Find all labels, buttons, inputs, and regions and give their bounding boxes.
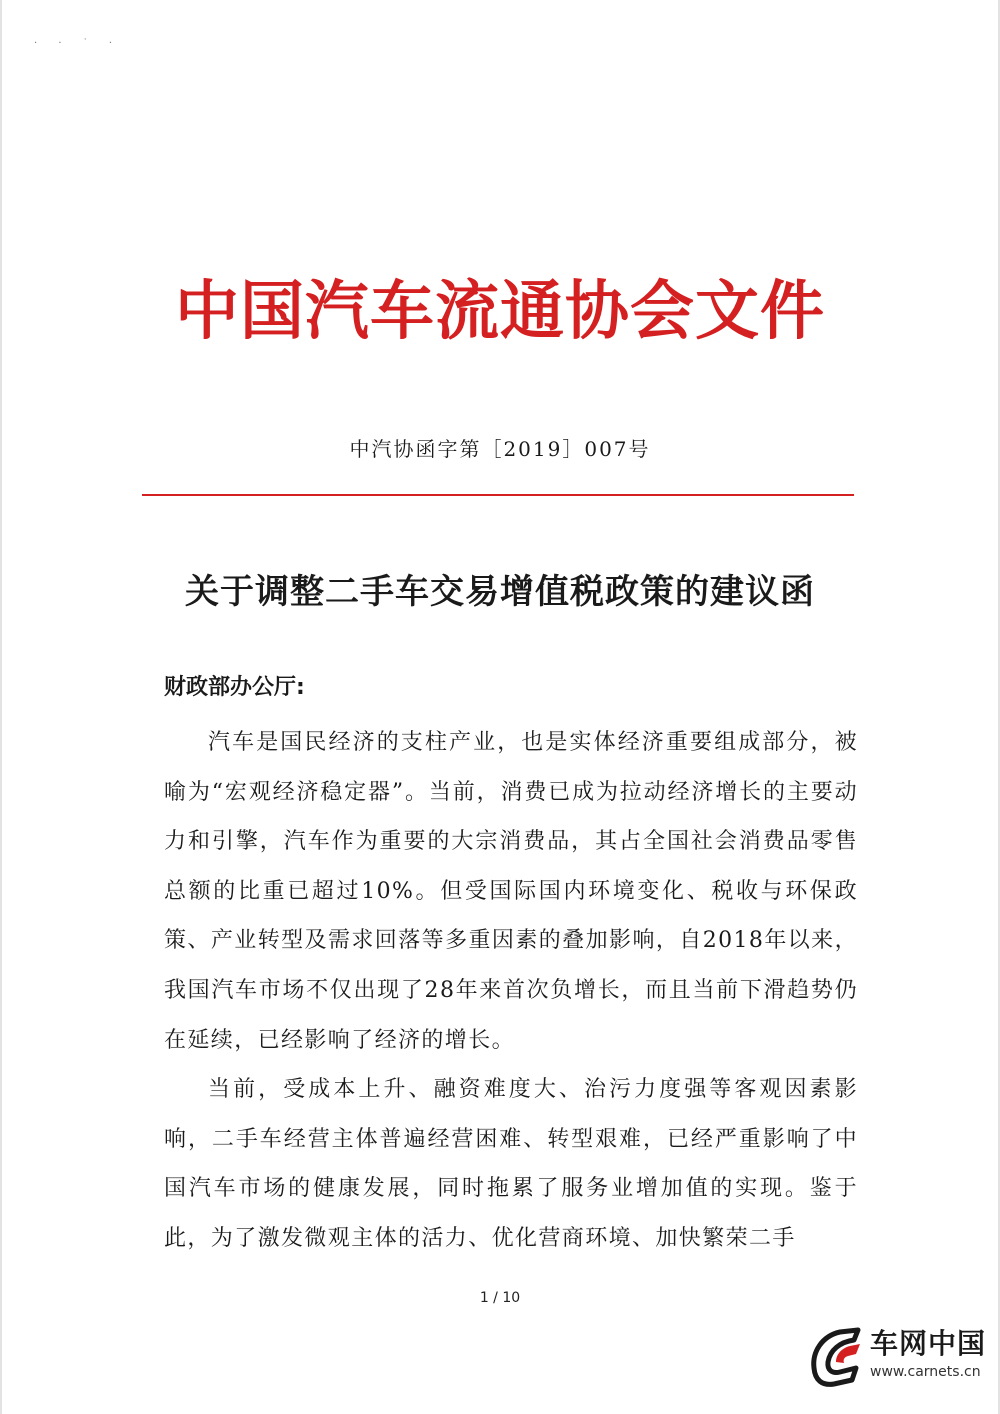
document-body xyxy=(164,718,858,1264)
watermark-name: 车网中国 xyxy=(870,1327,987,1360)
page-number: 1 / 10 xyxy=(479,1290,521,1306)
header-divider xyxy=(142,494,854,496)
addressee: 财政部办公厅: xyxy=(164,675,305,700)
document-title: 关于调整二手车交易增值税政策的建议函 xyxy=(185,572,815,612)
document-number: 中汽协函字第［2019］007号 xyxy=(349,437,651,461)
document-header: 中国汽车流通协会文件 xyxy=(175,275,825,349)
carnets-logo-icon xyxy=(806,1322,864,1392)
body-paragraph: 当前，受成本上升、融资难度大、治污力度强等客观因素影响，二手车经营主体普遍经营困难、转型艰难，已经严重影响了中国汽车市场的健康发展，同时拖累了服务业增加值的实现。鉴于此，为了激发微观主体的活力、优化营商环境、加快繁荣二手 xyxy=(164,1077,858,1251)
watermark xyxy=(806,1318,992,1404)
page-edge-left xyxy=(0,0,2,1414)
body-paragraph: 汽车是国民经济的支柱产业，也是实体经济重要组成部分，被喻为“宏观经济稳定器”。当前，消费已成为拉动经济增长的主要动力和引擎，汽车作为重要的大宗消费品，其占全国社会消费品零售总额的比重已超过10%。但受国际国内环境变化、税收与环保政策、产业转型及需求回落等多重因素的叠加影响，自2018年以来，我国汽车市场不仅出现了28年来首次负增长，而且当前下滑趋势仍在延续，已经影响了经济的增长。 xyxy=(164,730,858,1053)
watermark-url: www.carnets.cn xyxy=(870,1364,981,1380)
scan-specks: · · ˙ · xyxy=(34,38,122,49)
